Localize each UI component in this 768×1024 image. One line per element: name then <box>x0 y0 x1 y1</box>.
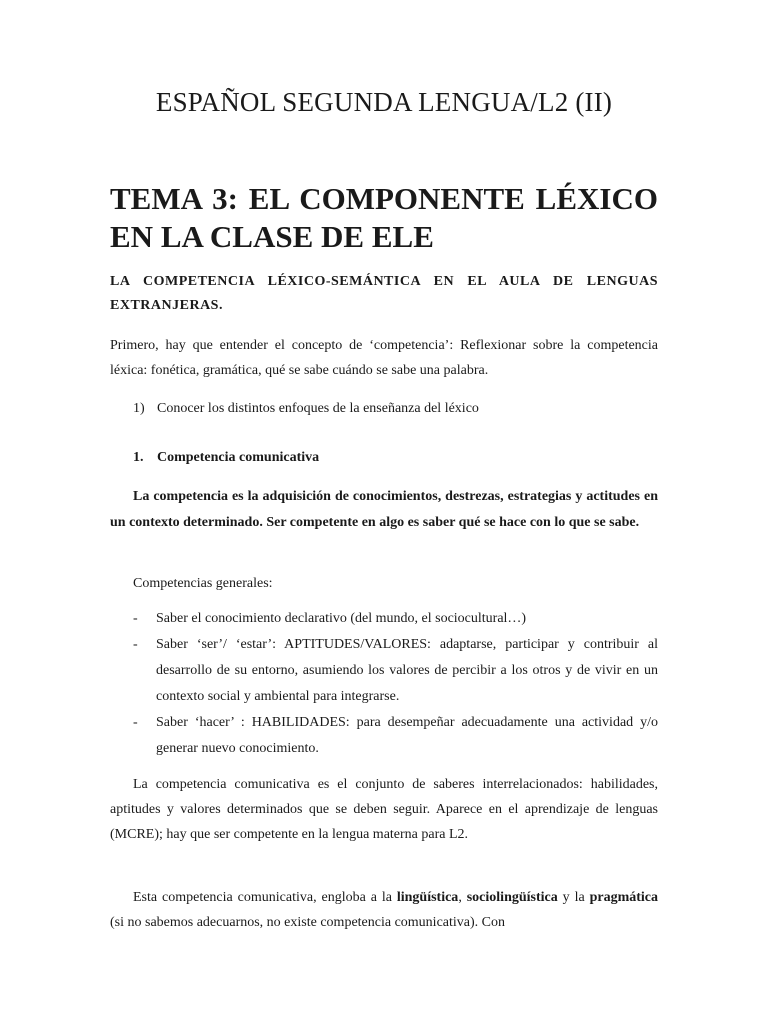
definition-paragraph <box>110 484 658 536</box>
numbered-item <box>133 396 479 421</box>
term-linguistica: lingüística <box>396 890 459 905</box>
list-item <box>133 710 658 762</box>
section-heading-text: Competencia comunicativa <box>157 450 320 465</box>
final-paragraph-part-4: (si no sabemos adecuarnos, no existe competencia comunicativa). Con <box>110 915 505 930</box>
final-paragraph-part-3: y la <box>557 890 590 905</box>
document-title: ESPAÑOL SEGUNDA LENGUA/L2 (II) <box>155 87 613 117</box>
numbered-item-number: 1) <box>133 401 145 416</box>
list-item-text: Saber ‘hacer’ : HABILIDADES: para desempeñar adecuadamente una actividad y/o generar nuevo conocimiento. <box>156 715 658 756</box>
general-competences-label: Competencias generales: <box>133 576 273 591</box>
tema-heading-line-2: EN LA CLASE DE ELE <box>110 219 434 254</box>
communicative-paragraph: La competencia comunicativa es el conjunto de saberes interrelacionados: habilidades, aptitudes y valores determinados que se deben seguir. Aparece en el aprendizaje de lenguas (MCRE); hay que ser competente en la lengua materna para L2. <box>110 777 658 842</box>
list-item-text: Saber ‘ser’/ ‘estar’: APTITUDES/VALORES: adaptarse, participar y contribuir al desarrollo de su entorno, asumiendo los valores de percibir a los otros y de vivir en un contexto social y ambiental para integrarse. <box>156 637 658 704</box>
tema-heading <box>110 180 658 256</box>
intro-paragraph: Primero, hay que entender el concepto de ‘competencia’: Reflexionar sobre la competencia léxica: fonética, gramática, qué se sabe cuándo se sabe una palabra. <box>110 338 658 378</box>
final-paragraph-part-2: , <box>458 890 467 905</box>
general-competences-list <box>133 606 658 762</box>
list-item <box>133 632 658 710</box>
final-paragraph-part-1: Esta competencia comunicativa, engloba a la <box>133 890 397 905</box>
list-bullet: - <box>133 715 138 730</box>
numbered-item-text: Conocer los distintos enfoques de la enseñanza del léxico <box>157 401 479 416</box>
definition-text: La competencia es la adquisición de conocimientos, destrezas, estrategias y actitudes en un contexto determinado. Ser competente en algo es saber qué se hace con lo que se sabe. <box>110 489 658 530</box>
term-pragmatica: pragmática <box>589 890 659 905</box>
list-item <box>133 606 658 632</box>
section-heading <box>133 446 319 470</box>
section-subheading: LA COMPETENCIA LÉXICO-SEMÁNTICA EN EL AULA DE LENGUAS EXTRANJERAS. <box>110 274 658 313</box>
list-item-text: Saber el conocimiento declarativo (del mundo, el sociocultural…) <box>156 611 527 626</box>
tema-heading-line-1: TEMA 3: EL COMPONENTE LÉXICO <box>110 181 658 216</box>
list-bullet: - <box>133 637 138 652</box>
final-paragraph <box>110 885 658 935</box>
term-sociolinguistica: sociolingüística <box>466 890 558 905</box>
section-heading-number: 1. <box>133 450 144 465</box>
list-bullet: - <box>133 611 138 626</box>
